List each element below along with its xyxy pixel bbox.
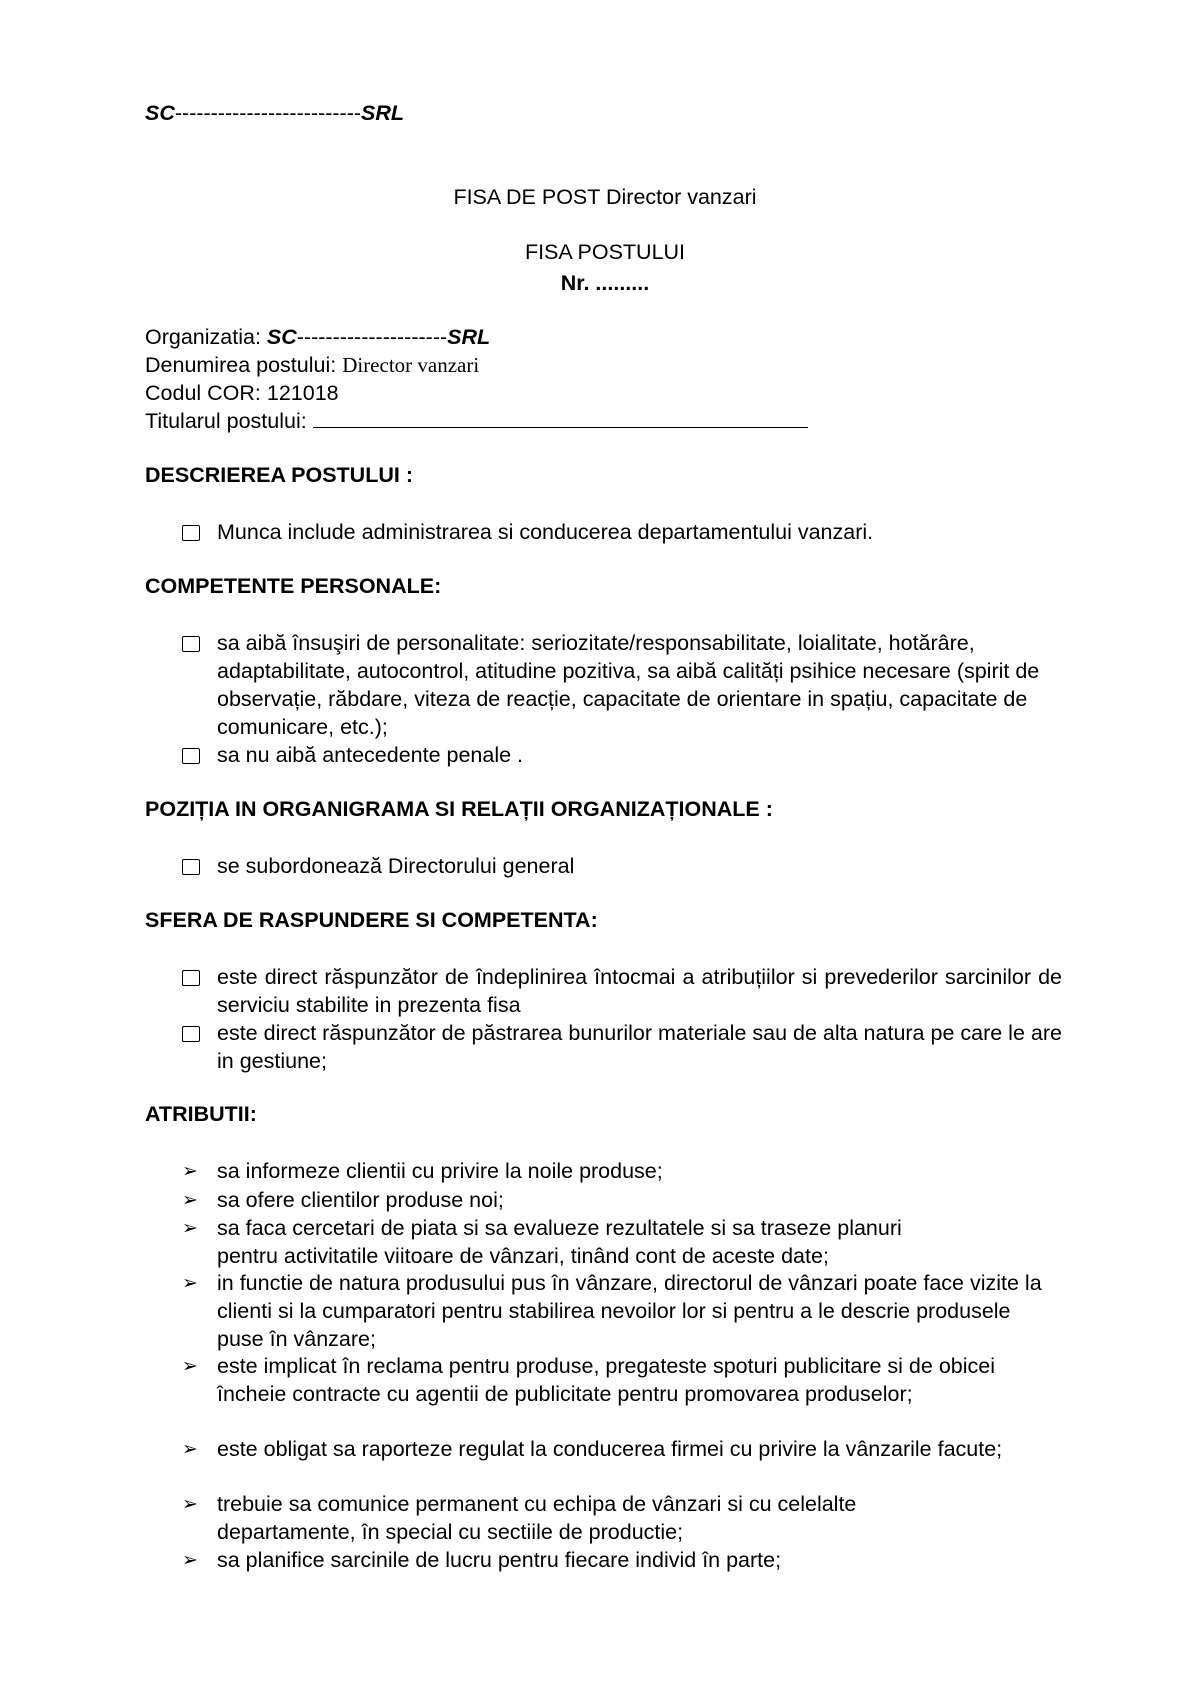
meta-cor-code: Codul COR: 121018	[145, 381, 339, 405]
list-item: ➢ este implicat în reclama pentru produse, pregateste spoturi publicitare si de obicei încheie contracte cu agentii de publicitate pentru promovarea produselor;	[182, 1354, 995, 1406]
section-heading-atributii: ATRIBUTII:	[145, 1102, 257, 1126]
org-sc: SC	[266, 325, 297, 349]
list-item: este direct răspunzător de îndeplinirea întocmai a atribuțiilor si prevederilor sarcinilor de serviciu stabilite in prezenta fisa	[182, 963, 1062, 1019]
list-item: ➢ in functie de natura produsului pus în vânzare, directorul de vânzari poate face vizite la clienti si la cumparatori pentru stabilirea nevoilor lor si pentru a le descrie produsele puse în vânzare;	[182, 1271, 1042, 1351]
list-item: ➢ sa faca cercetari de piata si sa evalueze rezultatele si sa traseze planuri pentru activitatile viitoare de vânzari, tinând cont de aceste date;	[182, 1216, 902, 1268]
arrow-bullet-icon: ➢	[182, 1272, 198, 1294]
checkbox-bullet-icon	[182, 852, 218, 882]
section-heading-pozitia: POZIȚIA IN ORGANIGRAMA SI RELAȚII ORGANIZAȚIONALE :	[145, 797, 773, 821]
holder-blank-line	[313, 409, 808, 428]
org-dashes: ---------------------	[296, 325, 448, 349]
arrow-bullet-icon: ➢	[182, 1189, 198, 1211]
checkbox-bullet-icon	[182, 741, 218, 771]
meta-organization	[145, 325, 490, 350]
org-label: Organizatia:	[145, 325, 267, 349]
list-item: se subordonează Directorului general	[182, 852, 1062, 880]
arrow-bullet-icon: ➢	[182, 1355, 198, 1377]
section-heading-sfera: SFERA DE RASPUNDERE SI COMPETENTA:	[145, 908, 598, 932]
list-item: ➢ sa informeze clientii cu privire la noile produse;	[182, 1159, 663, 1183]
list-item: sa nu aibă antecedente penale .	[182, 741, 1062, 769]
arrow-bullet-icon: ➢	[182, 1217, 198, 1239]
checkbox-bullet-icon	[182, 963, 218, 993]
checkbox-bullet-icon	[182, 1019, 218, 1049]
arrow-bullet-icon: ➢	[182, 1438, 198, 1460]
list-item: ➢ este obligat sa raporteze regulat la conducerea firmei cu privire la vânzarile facute;	[182, 1437, 1003, 1461]
list-item: ➢ trebuie sa comunice permanent cu echipa de vânzari si cu celelalte departamente, în special cu sectiile de productie;	[182, 1492, 857, 1544]
arrow-bullet-icon: ➢	[182, 1160, 198, 1182]
section-heading-competente: COMPETENTE PERSONALE:	[145, 574, 442, 598]
section-heading-descriere: DESCRIEREA POSTULUI :	[145, 463, 413, 487]
list-item: sa aibă însuşiri de personalitate: seriozitate/responsabilitate, loialitate, hotărâre, adaptabilitate, autocontrol, atitudine pozitiva, sa aibă calități psihice necesare (spirit de observație, răbdare, viteza de reacție, capacitate de orientare in spațiu, capacitate de comunicare, etc.);	[182, 629, 1062, 741]
org-srl: SRL	[447, 325, 491, 349]
company-dashes: --------------------------	[174, 101, 362, 125]
list-item: ➢ sa planifice sarcinile de lucru pentru fiecare individ în parte;	[182, 1548, 782, 1572]
list-item: este direct răspunzător de păstrarea bunurilor materiale sau de alta natura pe care le are in gestiune;	[182, 1019, 1062, 1075]
arrow-bullet-icon: ➢	[182, 1493, 198, 1515]
checkbox-bullet-icon	[182, 629, 218, 659]
checkbox-bullet-icon	[182, 518, 218, 548]
list-item: ➢ sa ofere clientilor produse noi;	[182, 1188, 504, 1212]
company-sc: SC	[145, 101, 175, 125]
list-item: Munca include administrarea si conducerea departamentului vanzari.	[182, 518, 1062, 546]
document-subtitle: FISA POSTULUI	[524, 240, 686, 264]
holder-label: Titularul postului:	[145, 409, 313, 433]
post-label: Denumirea postului:	[145, 353, 343, 377]
meta-post-name	[145, 353, 479, 378]
company-header	[145, 101, 404, 126]
post-value: Director vanzari	[342, 353, 480, 377]
meta-holder	[145, 409, 808, 434]
document-number: Nr. .........	[560, 271, 650, 295]
arrow-bullet-icon: ➢	[182, 1549, 198, 1571]
document-title: FISA DE POST Director vanzari	[453, 185, 757, 209]
company-srl: SRL	[361, 101, 405, 125]
